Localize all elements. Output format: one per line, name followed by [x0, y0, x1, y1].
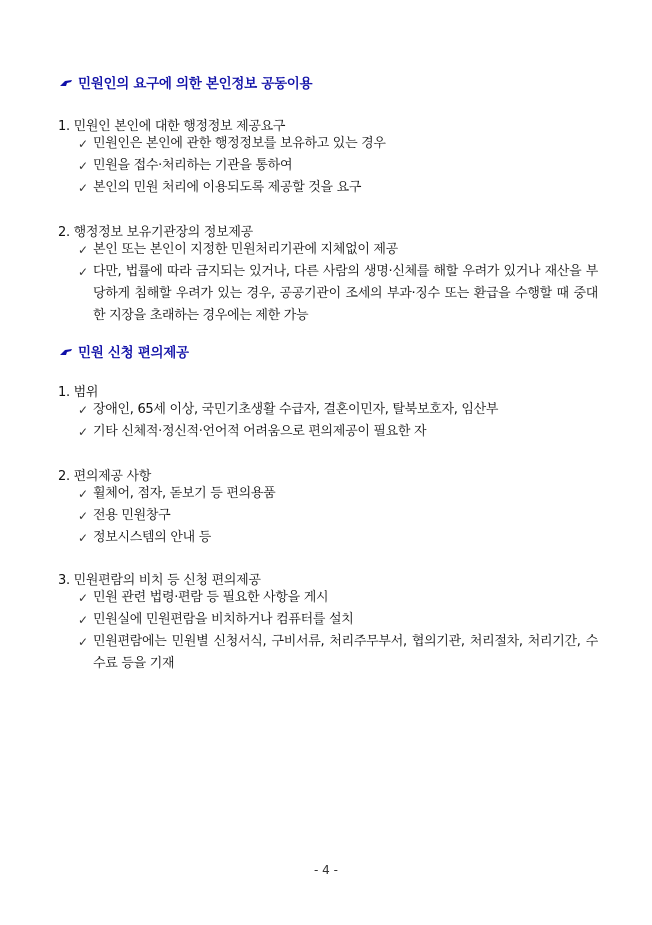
subsection-title — [58, 381, 98, 400]
list-item — [78, 421, 598, 443]
list-item — [78, 483, 598, 505]
subsection-title — [58, 221, 253, 240]
list-item — [78, 261, 598, 327]
checkmark-icon: ✓ — [78, 509, 88, 523]
list-item-text: 전용 민원창구 — [93, 508, 171, 523]
subsection-title-text: 편의제공 사항 — [73, 469, 152, 484]
list-item — [78, 133, 598, 155]
list-item-text: 민원편람에는 민원별 신청서식, 구비서류, 처리주무부서, 협의기관, 처리절차, 처리기간, 수수료 등을 기재 — [93, 634, 598, 671]
checkmark-icon: ✓ — [78, 265, 88, 279]
list-item-text: 장애인, 65세 이상, 국민기초생활 수급자, 결혼이민자, 탈북보호자, 임산부 — [93, 402, 499, 417]
list-item-text: 휠체어, 점자, 돋보기 등 편의용품 — [93, 486, 276, 501]
subsection-title — [58, 465, 151, 484]
section-heading-text: 민원 신청 편의제공 — [78, 345, 189, 361]
list-item — [78, 587, 598, 609]
list-item — [78, 239, 598, 261]
checkmark-icon: ✓ — [78, 487, 88, 501]
pointing-hand-icon — [60, 349, 72, 356]
list-item — [78, 505, 598, 527]
checkmark-icon: ✓ — [78, 425, 88, 439]
list-item — [78, 155, 598, 177]
page-number: - 4 - — [314, 863, 338, 877]
section-heading-text: 민원인의 요구에 의한 본인정보 공동이용 — [78, 76, 313, 92]
checkmark-icon: ✓ — [78, 613, 88, 627]
pointing-hand-icon — [60, 80, 72, 87]
list-item-text: 본인 또는 본인이 지정한 민원처리기관에 지체없이 제공 — [93, 242, 398, 257]
subsection-title-text: 민원편람의 비치 등 신청 편의제공 — [73, 573, 261, 588]
list-item-text: 민원을 접수·처리하는 기관을 통하여 — [93, 158, 293, 173]
list-item-text: 본인의 민원 처리에 이용되도록 제공할 것을 요구 — [93, 180, 362, 195]
checkmark-icon: ✓ — [78, 243, 88, 257]
list-item — [78, 399, 598, 421]
section-heading-1 — [60, 72, 312, 92]
subsection-title-text: 민원인 본인에 대한 행정정보 제공요구 — [73, 119, 286, 134]
list-item — [78, 631, 598, 675]
checkmark-icon: ✓ — [78, 531, 88, 545]
section-heading-2 — [60, 341, 189, 361]
list-item-text: 기타 신체적·정신적·언어적 어려움으로 편의제공이 필요한 자 — [93, 424, 427, 439]
list-item-text: 민원 관련 법령·편람 등 필요한 사항을 게시 — [93, 590, 329, 605]
subsection-title — [58, 569, 261, 588]
subsection-number: 2. — [58, 469, 70, 484]
checkmark-icon: ✓ — [78, 159, 88, 173]
list-item-text: 민원인은 본인에 관한 행정정보를 보유하고 있는 경우 — [93, 136, 386, 151]
checkmark-icon: ✓ — [78, 403, 88, 417]
list-item-text: 정보시스템의 안내 등 — [93, 530, 211, 545]
list-item-text: 민원실에 민원편람을 비치하거나 컴퓨터를 설치 — [93, 612, 354, 627]
subsection-number: 2. — [58, 225, 70, 240]
list-item — [78, 177, 598, 199]
subsection-number: 3. — [58, 573, 70, 588]
checkmark-icon: ✓ — [78, 137, 88, 151]
subsection-title-text: 범위 — [73, 385, 99, 400]
checkmark-icon: ✓ — [78, 181, 88, 195]
subsection-number: 1. — [58, 385, 70, 400]
checkmark-icon: ✓ — [78, 591, 88, 605]
subsection-title-text: 행정정보 보유기관장의 정보제공 — [73, 225, 253, 240]
list-item — [78, 609, 598, 631]
list-item-text: 다만, 법률에 따라 금지되는 있거나, 다른 사람의 생명·신체를 해할 우려가 있거나 재산을 부당하게 침해할 우려가 있는 경우, 공공기관이 조세의 부과·징수 또는 환급을 수행할 때 중대한 지장을 초래하는 경우에는 제한 가능 — [93, 264, 598, 323]
subsection-title — [58, 115, 285, 134]
subsection-number: 1. — [58, 119, 70, 134]
list-item — [78, 527, 598, 549]
checkmark-icon: ✓ — [78, 635, 88, 649]
